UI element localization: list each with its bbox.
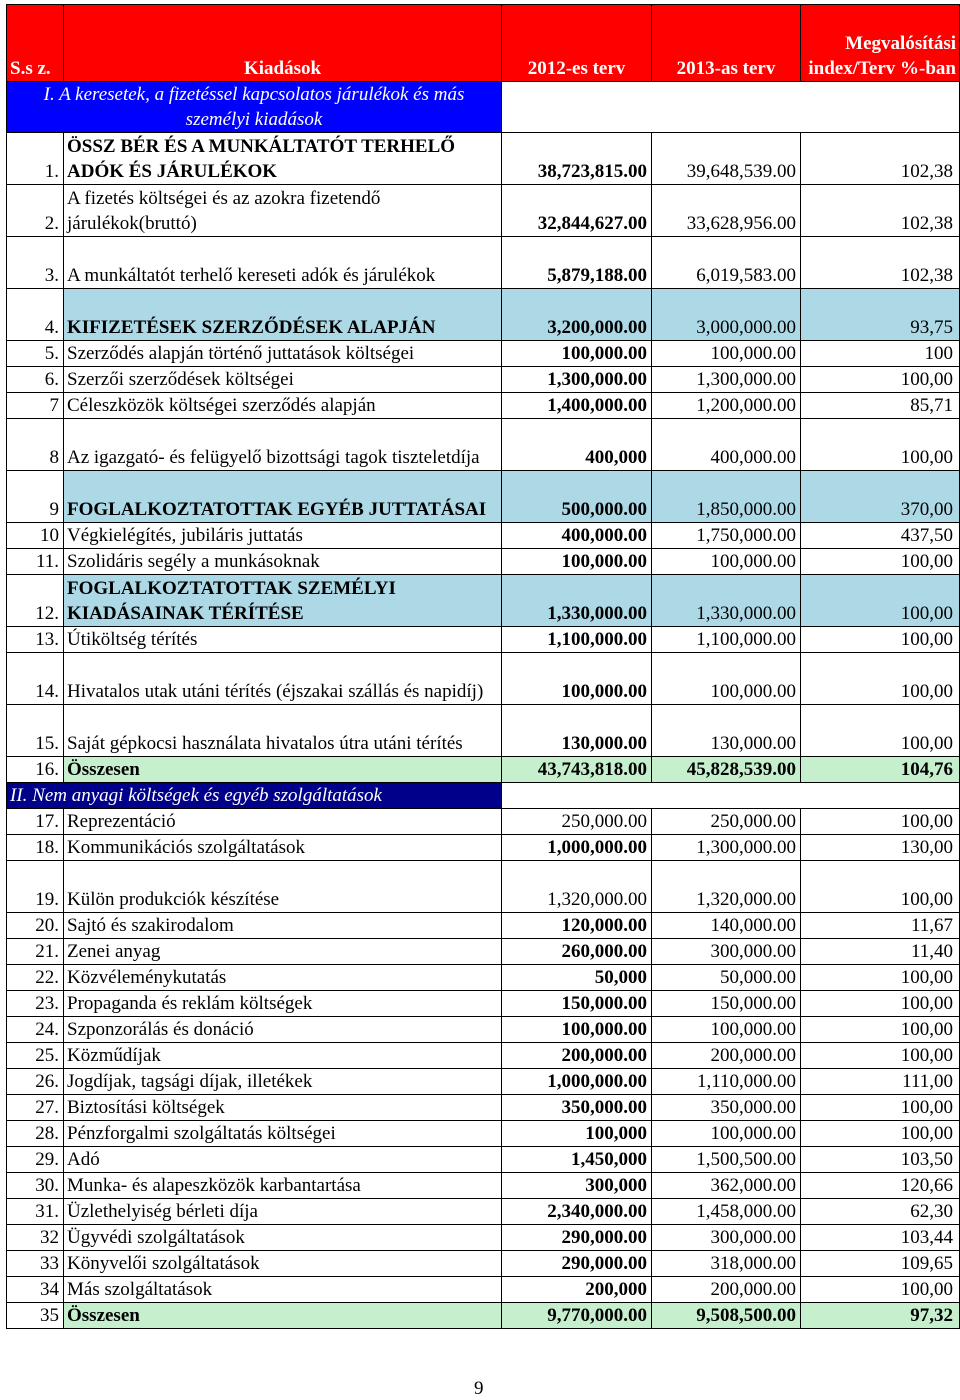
row-plan-2012: 400,000 [502,419,652,471]
row-index-percent: 11,67 [801,913,960,939]
row-description: Szerzői szerződések költségei [64,367,502,393]
table-row [7,1199,960,1225]
row-description: KIFIZETÉSEK SZERZŐDÉSEK ALAPJÁN [64,289,502,341]
row-plan-2012: 130,000.00 [502,705,652,757]
row-index-percent: 104,76 [801,757,960,783]
row-index-percent: 100,00 [801,627,960,653]
row-plan-2012: 260,000.00 [502,939,652,965]
table-row [7,757,960,783]
row-number: 29. [7,1147,64,1173]
row-number: 13. [7,627,64,653]
row-description: Céleszközök költségei szerződés alapján [64,393,502,419]
row-plan-2012: 1,330,000.00 [502,575,652,627]
table-row [7,367,960,393]
row-number: 17. [7,809,64,835]
row-number: 12. [7,575,64,627]
row-index-percent: 100,00 [801,1043,960,1069]
row-number: 28. [7,1121,64,1147]
row-index-percent: 100,00 [801,809,960,835]
row-plan-2013: 9,508,500.00 [652,1303,801,1329]
table-row [7,1121,960,1147]
row-index-percent: 102,38 [801,237,960,289]
row-plan-2012: 100,000.00 [502,1017,652,1043]
row-number: 30. [7,1173,64,1199]
row-description: ÖSSZ BÉR ÉS A MUNKÁLTATÓT TERHELŐ ADÓK ÉS JÁRULÉKOK [64,133,502,185]
row-description: Végkielégítés, jubiláris juttatás [64,523,502,549]
row-plan-2013: 1,750,000.00 [652,523,801,549]
row-description: Az igazgató- és felügyelő bizottsági tagok tiszteletdíja [64,419,502,471]
row-number: 11. [7,549,64,575]
row-index-percent: 103,44 [801,1225,960,1251]
table-row [7,861,960,913]
row-description: Kommunikációs szolgáltatások [64,835,502,861]
row-plan-2013: 1,200,000.00 [652,393,801,419]
row-number: 9 [7,471,64,523]
row-plan-2012: 400,000.00 [502,523,652,549]
row-description: Összesen [64,1303,502,1329]
row-index-percent: 11,40 [801,939,960,965]
row-plan-2013: 1,110,000.00 [652,1069,801,1095]
row-description: Sajtó és szakirodalom [64,913,502,939]
row-number: 31. [7,1199,64,1225]
row-plan-2013: 1,300,000.00 [652,367,801,393]
row-index-percent: 100,00 [801,419,960,471]
section1-blank [502,82,960,133]
page-number: 9 [474,1378,484,1399]
row-plan-2012: 200,000.00 [502,1043,652,1069]
row-plan-2012: 32,844,627.00 [502,185,652,237]
table-row [7,393,960,419]
row-plan-2013: 100,000.00 [652,341,801,367]
row-index-percent: 109,65 [801,1251,960,1277]
row-index-percent: 100 [801,341,960,367]
header-num: S.s z. [7,5,64,82]
row-plan-2013: 50,000.00 [652,965,801,991]
row-plan-2013: 300,000.00 [652,1225,801,1251]
row-plan-2013: 150,000.00 [652,991,801,1017]
row-plan-2013: 1,100,000.00 [652,627,801,653]
row-number: 25. [7,1043,64,1069]
row-plan-2013: 39,648,539.00 [652,133,801,185]
row-index-percent: 102,38 [801,133,960,185]
row-index-percent: 370,00 [801,471,960,523]
row-plan-2012: 200,000 [502,1277,652,1303]
row-number: 3. [7,237,64,289]
section2-row [7,783,960,809]
row-number: 15. [7,705,64,757]
table-row [7,1017,960,1043]
row-description: FOGLALKOZTATOTTAK EGYÉB JUTTATÁSAI [64,471,502,523]
row-number: 8 [7,419,64,471]
table-row [7,705,960,757]
row-plan-2013: 140,000.00 [652,913,801,939]
row-plan-2013: 100,000.00 [652,549,801,575]
row-number: 26. [7,1069,64,1095]
row-plan-2013: 362,000.00 [652,1173,801,1199]
table-row [7,965,960,991]
row-plan-2013: 1,458,000.00 [652,1199,801,1225]
row-index-percent: 100,00 [801,653,960,705]
table-row [7,289,960,341]
table-row [7,991,960,1017]
row-plan-2012: 2,340,000.00 [502,1199,652,1225]
table-row [7,549,960,575]
row-number: 5. [7,341,64,367]
row-description: Ügyvédi szolgáltatások [64,1225,502,1251]
row-number: 18. [7,835,64,861]
row-number: 19. [7,861,64,913]
row-plan-2013: 350,000.00 [652,1095,801,1121]
row-description: Jogdíjak, tagsági díjak, illetékek [64,1069,502,1095]
row-plan-2013: 3,000,000.00 [652,289,801,341]
row-plan-2012: 1,100,000.00 [502,627,652,653]
row-number: 20. [7,913,64,939]
row-plan-2013: 400,000.00 [652,419,801,471]
row-index-percent: 93,75 [801,289,960,341]
table-row [7,1069,960,1095]
table-row [7,185,960,237]
row-description: Hivatalos utak utáni térítés (éjszakai szállás és napidíj) [64,653,502,705]
table-row [7,1095,960,1121]
row-index-percent: 100,00 [801,1277,960,1303]
row-index-percent: 100,00 [801,991,960,1017]
header-2012: 2012-es terv [502,5,652,82]
table-row [7,809,960,835]
row-description: Pénzforgalmi szolgáltatás költségei [64,1121,502,1147]
row-number: 27. [7,1095,64,1121]
row-description: Zenei anyag [64,939,502,965]
row-plan-2013: 1,320,000.00 [652,861,801,913]
row-plan-2012: 1,000,000.00 [502,835,652,861]
row-index-percent: 100,00 [801,1095,960,1121]
row-description: A munkáltatót terhelő kereseti adók és járulékok [64,237,502,289]
row-description: A fizetés költségei és az azokra fizetendő járulékok(bruttó) [64,185,502,237]
row-plan-2013: 200,000.00 [652,1277,801,1303]
row-plan-2012: 250,000.00 [502,809,652,835]
row-plan-2012: 5,879,188.00 [502,237,652,289]
table-row [7,627,960,653]
table-row [7,1173,960,1199]
row-description: Összesen [64,757,502,783]
row-index-percent: 102,38 [801,185,960,237]
row-index-percent: 120,66 [801,1173,960,1199]
row-description: Saját gépkocsi használata hivatalos útra utáni térítés [64,705,502,757]
row-plan-2012: 100,000.00 [502,653,652,705]
table-row [7,523,960,549]
row-index-percent: 100,00 [801,575,960,627]
table-row [7,1225,960,1251]
section2-blank [502,783,960,809]
table-row [7,419,960,471]
row-plan-2012: 38,723,815.00 [502,133,652,185]
row-description: Adó [64,1147,502,1173]
row-plan-2012: 100,000 [502,1121,652,1147]
row-description: Biztosítási költségek [64,1095,502,1121]
row-index-percent: 100,00 [801,861,960,913]
row-plan-2012: 290,000.00 [502,1225,652,1251]
row-plan-2012: 50,000 [502,965,652,991]
row-plan-2013: 33,628,956.00 [652,185,801,237]
row-number: 7 [7,393,64,419]
table-row [7,653,960,705]
row-plan-2013: 1,850,000.00 [652,471,801,523]
row-number: 6. [7,367,64,393]
row-plan-2013: 300,000.00 [652,939,801,965]
table-row [7,1277,960,1303]
table-row [7,471,960,523]
row-number: 16. [7,757,64,783]
row-number: 33 [7,1251,64,1277]
row-plan-2013: 6,019,583.00 [652,237,801,289]
row-index-percent: 130,00 [801,835,960,861]
row-number: 21. [7,939,64,965]
row-plan-2012: 3,200,000.00 [502,289,652,341]
section1-title: I. A keresetek, a fizetéssel kapcsolatos járulékok és más személyi kiadások [7,82,502,133]
row-plan-2013: 318,000.00 [652,1251,801,1277]
table-row [7,835,960,861]
row-description: Szponzorálás és donáció [64,1017,502,1043]
expenses-table [6,4,960,1329]
row-number: 34 [7,1277,64,1303]
table-row [7,1147,960,1173]
table-row [7,1303,960,1329]
table-row [7,575,960,627]
row-index-percent: 100,00 [801,705,960,757]
row-index-percent: 111,00 [801,1069,960,1095]
row-plan-2012: 120,000.00 [502,913,652,939]
row-description: Külön produkciók készítése [64,861,502,913]
row-description: Közműdíjak [64,1043,502,1069]
row-number: 23. [7,991,64,1017]
row-number: 22. [7,965,64,991]
row-index-percent: 100,00 [801,367,960,393]
row-description: Szerződés alapján történő juttatások költségei [64,341,502,367]
row-plan-2012: 1,400,000.00 [502,393,652,419]
row-index-percent: 437,50 [801,523,960,549]
row-index-percent: 100,00 [801,1121,960,1147]
row-description: Üzlethelyiség bérleti díja [64,1199,502,1225]
row-number: 24. [7,1017,64,1043]
row-plan-2012: 300,000 [502,1173,652,1199]
row-index-percent: 97,32 [801,1303,960,1329]
row-plan-2013: 200,000.00 [652,1043,801,1069]
table-row [7,237,960,289]
row-number: 14. [7,653,64,705]
row-plan-2012: 1,450,000 [502,1147,652,1173]
row-description: Közvéleménykutatás [64,965,502,991]
row-plan-2012: 43,743,818.00 [502,757,652,783]
row-number: 10 [7,523,64,549]
header-row [7,5,960,82]
row-plan-2013: 1,330,000.00 [652,575,801,627]
row-plan-2012: 9,770,000.00 [502,1303,652,1329]
row-number: 1. [7,133,64,185]
table-row [7,939,960,965]
row-description: FOGLALKOZTATOTTAK SZEMÉLYI KIADÁSAINAK TÉRÍTÉSE [64,575,502,627]
row-plan-2012: 350,000.00 [502,1095,652,1121]
table-row [7,133,960,185]
section2-title: II. Nem anyagi költségek és egyéb szolgáltatások [7,783,502,809]
row-description: Szolidáris segély a munkásoknak [64,549,502,575]
row-index-percent: 100,00 [801,965,960,991]
row-number: 2. [7,185,64,237]
row-index-percent: 103,50 [801,1147,960,1173]
row-plan-2013: 100,000.00 [652,653,801,705]
row-index-percent: 62,30 [801,1199,960,1225]
table-row [7,1251,960,1277]
row-index-percent: 100,00 [801,1017,960,1043]
header-2013: 2013-as terv [652,5,801,82]
header-desc: Kiadások [64,5,502,82]
row-plan-2012: 150,000.00 [502,991,652,1017]
table-row [7,913,960,939]
row-description: Propaganda és reklám költségek [64,991,502,1017]
row-description: Útiköltség térítés [64,627,502,653]
row-plan-2012: 100,000.00 [502,341,652,367]
row-plan-2012: 1,320,000.00 [502,861,652,913]
row-plan-2013: 1,300,000.00 [652,835,801,861]
header-index: Megvalósítási index/Terv %-ban [801,5,960,82]
row-plan-2013: 250,000.00 [652,809,801,835]
row-description: Munka- és alapeszközök karbantartása [64,1173,502,1199]
row-number: 4. [7,289,64,341]
row-plan-2012: 500,000.00 [502,471,652,523]
row-plan-2012: 1,300,000.00 [502,367,652,393]
row-description: Reprezentáció [64,809,502,835]
row-description: Más szolgáltatások [64,1277,502,1303]
row-plan-2013: 130,000.00 [652,705,801,757]
table-row [7,341,960,367]
row-plan-2012: 100,000.00 [502,549,652,575]
row-number: 32 [7,1225,64,1251]
row-index-percent: 100,00 [801,549,960,575]
row-plan-2013: 1,500,500.00 [652,1147,801,1173]
row-plan-2013: 45,828,539.00 [652,757,801,783]
row-description: Könyvelői szolgáltatások [64,1251,502,1277]
row-plan-2012: 290,000.00 [502,1251,652,1277]
row-plan-2013: 100,000.00 [652,1121,801,1147]
row-index-percent: 85,71 [801,393,960,419]
row-plan-2012: 1,000,000.00 [502,1069,652,1095]
row-number: 35 [7,1303,64,1329]
section1-row [7,82,960,133]
row-plan-2013: 100,000.00 [652,1017,801,1043]
table-row [7,1043,960,1069]
